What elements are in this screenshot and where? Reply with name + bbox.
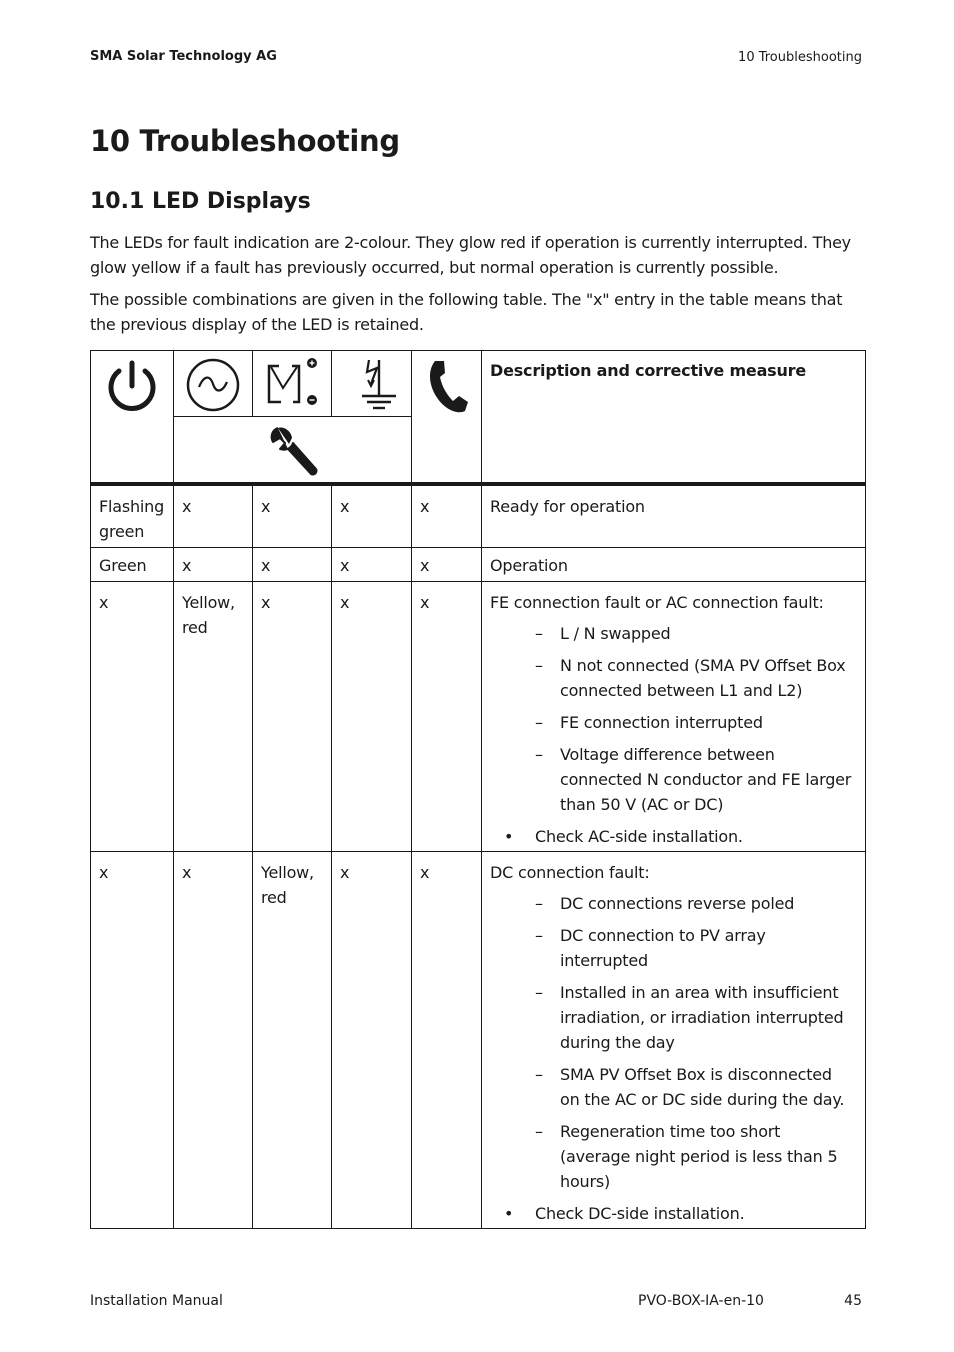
cell-desc: Operation xyxy=(482,548,866,582)
cell-earth: x xyxy=(332,548,412,582)
list-item: – Installed in an area with insufficient irradiation, or irradiation interrupted during the day xyxy=(490,980,857,1055)
earth-fault-icon xyxy=(332,351,412,417)
table-row xyxy=(91,852,866,1229)
footer-manual: Installation Manual xyxy=(90,1293,223,1309)
cell-power: Flashing green xyxy=(91,484,174,548)
cell-earth: x xyxy=(332,582,412,852)
power-icon xyxy=(91,351,174,485)
header-company: SMA Solar Technology AG xyxy=(90,49,277,64)
corrective-measure: • Check AC-side installation. xyxy=(490,824,857,851)
table-row xyxy=(91,484,866,548)
list-item: – Voltage difference between connected N conductor and FE larger than 50 V (AC or DC) xyxy=(490,742,857,817)
cell-phone: x xyxy=(412,548,482,582)
list-item: – DC connection to PV array interrupted xyxy=(490,923,857,973)
cell-power: Green xyxy=(91,548,174,582)
cell-desc xyxy=(482,582,866,852)
list-item: – Regeneration time too short (average night period is less than 5 hours) xyxy=(490,1119,857,1194)
list-item: – DC connections reverse poled xyxy=(490,891,857,916)
table-row xyxy=(91,582,866,852)
pv-module-icon xyxy=(253,351,332,417)
cell-pv: x xyxy=(253,548,332,582)
cell-phone: x xyxy=(412,484,482,548)
cell-ac: x xyxy=(174,484,253,548)
cell-power: x xyxy=(91,582,174,852)
cell-ac: Yellow, red xyxy=(174,582,253,852)
page-title: 10 Troubleshooting xyxy=(90,124,400,158)
cell-ac: x xyxy=(174,852,253,1229)
table-row xyxy=(91,548,866,582)
header-section: 10 Troubleshooting xyxy=(738,50,862,65)
cell-ac: x xyxy=(174,548,253,582)
table-note-paragraph: The possible combinations are given in the following table. The "x" entry in the table means that the previous display of the LED is retained. xyxy=(90,290,843,334)
cell-phone: x xyxy=(412,582,482,852)
led-table xyxy=(90,350,866,1229)
list-item: – N not connected (SMA PV Offset Box connected between L1 and L2) xyxy=(490,653,857,703)
cause-list xyxy=(490,891,857,1194)
cell-pv: Yellow, red xyxy=(253,852,332,1229)
ac-sine-icon xyxy=(174,351,253,417)
desc-title: DC connection fault: xyxy=(490,863,650,882)
list-item: – SMA PV Offset Box is disconnected on the AC or DC side during the day. xyxy=(490,1062,857,1112)
cause-list xyxy=(490,621,857,817)
page-number: 45 xyxy=(844,1293,862,1309)
cell-earth: x xyxy=(332,852,412,1229)
cell-desc: Ready for operation xyxy=(482,484,866,548)
wrench-icon xyxy=(174,417,412,485)
desc-header: Description and corrective measure xyxy=(482,351,866,485)
cell-phone: x xyxy=(412,852,482,1229)
cell-pv: x xyxy=(253,484,332,548)
phone-icon xyxy=(412,351,482,485)
section-title: 10.1 LED Displays xyxy=(90,189,311,214)
cell-power: x xyxy=(91,852,174,1229)
list-item: – FE connection interrupted xyxy=(490,710,857,735)
cell-earth: x xyxy=(332,484,412,548)
cell-pv: x xyxy=(253,582,332,852)
list-item: – L / N swapped xyxy=(490,621,857,646)
footer-doc-id: PVO-BOX-IA-en-10 xyxy=(638,1293,764,1309)
intro-paragraph: The LEDs for fault indication are 2-colour. They glow red if operation is currently interrupted. They glow yellow if a fault has previously occurred, but normal operation is currently possible. xyxy=(90,233,851,277)
desc-title: FE connection fault or AC connection fault: xyxy=(490,593,824,612)
corrective-measure: • Check DC-side installation. xyxy=(490,1201,857,1228)
cell-desc xyxy=(482,852,866,1229)
